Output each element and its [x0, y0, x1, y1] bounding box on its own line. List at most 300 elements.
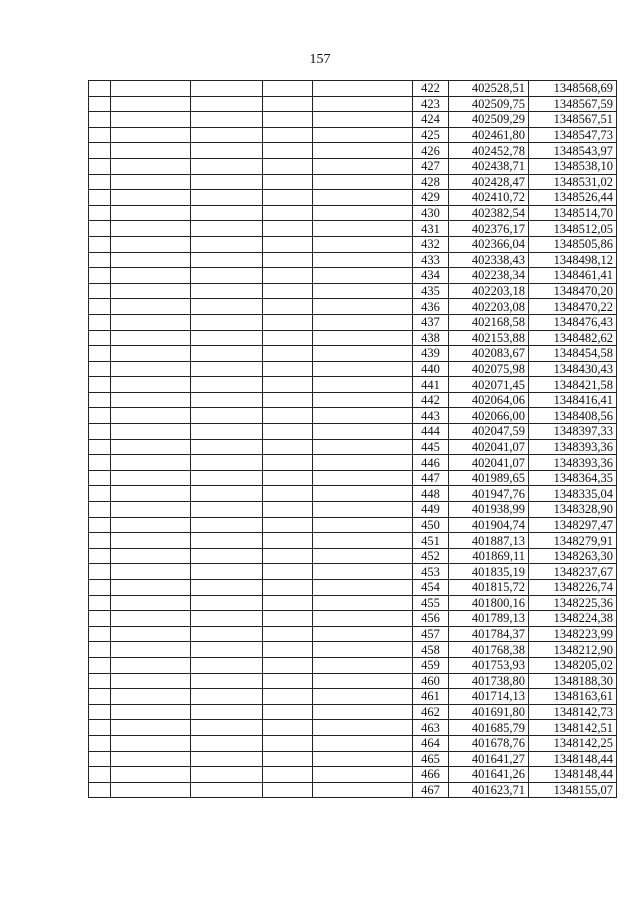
point-number-cell: 444: [413, 424, 449, 440]
empty-cell: [313, 158, 413, 174]
empty-cell: [89, 657, 111, 673]
empty-cell: [313, 190, 413, 206]
table-row: [89, 720, 617, 736]
table-row: [89, 236, 617, 252]
table-row: [89, 408, 617, 424]
empty-cell: [263, 112, 313, 128]
point-number-cell: 456: [413, 611, 449, 627]
empty-cell: [263, 735, 313, 751]
empty-cell: [313, 548, 413, 564]
table-row: [89, 767, 617, 783]
point-number-cell: 453: [413, 564, 449, 580]
table-row: [89, 580, 617, 596]
point-number-cell: 447: [413, 470, 449, 486]
empty-cell: [313, 689, 413, 705]
table-row: [89, 486, 617, 502]
point-number-cell: 452: [413, 548, 449, 564]
x-coordinate-cell: 401685,79: [449, 720, 529, 736]
empty-cell: [263, 268, 313, 284]
coordinates-table: [88, 80, 617, 798]
point-number-cell: 451: [413, 533, 449, 549]
y-coordinate-cell: 1348476,43: [529, 314, 617, 330]
empty-cell: [313, 751, 413, 767]
empty-cell: [191, 689, 263, 705]
x-coordinate-cell: 401753,93: [449, 657, 529, 673]
empty-cell: [89, 143, 111, 159]
y-coordinate-cell: 1348547,73: [529, 127, 617, 143]
x-coordinate-cell: 402047,59: [449, 424, 529, 440]
empty-cell: [263, 704, 313, 720]
empty-cell: [313, 673, 413, 689]
table-row: [89, 424, 617, 440]
x-coordinate-cell: 401738,80: [449, 673, 529, 689]
empty-cell: [313, 502, 413, 518]
empty-cell: [89, 314, 111, 330]
y-coordinate-cell: 1348568,69: [529, 81, 617, 97]
empty-cell: [89, 533, 111, 549]
empty-cell: [263, 392, 313, 408]
empty-cell: [111, 439, 191, 455]
point-number-cell: 467: [413, 782, 449, 798]
point-number-cell: 445: [413, 439, 449, 455]
empty-cell: [313, 517, 413, 533]
empty-cell: [313, 735, 413, 751]
point-number-cell: 448: [413, 486, 449, 502]
empty-cell: [89, 564, 111, 580]
empty-cell: [111, 689, 191, 705]
empty-cell: [111, 533, 191, 549]
empty-cell: [89, 299, 111, 315]
y-coordinate-cell: 1348454,58: [529, 346, 617, 362]
empty-cell: [263, 377, 313, 393]
empty-cell: [191, 502, 263, 518]
empty-cell: [313, 96, 413, 112]
empty-cell: [263, 486, 313, 502]
point-number-cell: 425: [413, 127, 449, 143]
empty-cell: [313, 377, 413, 393]
empty-cell: [191, 580, 263, 596]
x-coordinate-cell: 402071,45: [449, 377, 529, 393]
y-coordinate-cell: 1348225,36: [529, 595, 617, 611]
y-coordinate-cell: 1348226,74: [529, 580, 617, 596]
x-coordinate-cell: 402382,54: [449, 205, 529, 221]
empty-cell: [263, 517, 313, 533]
table-row: [89, 127, 617, 143]
point-number-cell: 454: [413, 580, 449, 596]
x-coordinate-cell: 402041,07: [449, 439, 529, 455]
empty-cell: [111, 236, 191, 252]
x-coordinate-cell: 401947,76: [449, 486, 529, 502]
empty-cell: [263, 767, 313, 783]
empty-cell: [191, 392, 263, 408]
empty-cell: [313, 470, 413, 486]
y-coordinate-cell: 1348461,41: [529, 268, 617, 284]
empty-cell: [89, 502, 111, 518]
empty-cell: [89, 190, 111, 206]
table-row: [89, 314, 617, 330]
x-coordinate-cell: 401989,65: [449, 470, 529, 486]
empty-cell: [263, 673, 313, 689]
table-row: [89, 361, 617, 377]
table-row: [89, 377, 617, 393]
x-coordinate-cell: 402203,08: [449, 299, 529, 315]
y-coordinate-cell: 1348205,02: [529, 657, 617, 673]
empty-cell: [111, 720, 191, 736]
empty-cell: [89, 96, 111, 112]
point-number-cell: 465: [413, 751, 449, 767]
point-number-cell: 458: [413, 642, 449, 658]
empty-cell: [313, 657, 413, 673]
empty-cell: [89, 361, 111, 377]
y-coordinate-cell: 1348482,62: [529, 330, 617, 346]
point-number-cell: 466: [413, 767, 449, 783]
empty-cell: [313, 205, 413, 221]
empty-cell: [313, 704, 413, 720]
x-coordinate-cell: 401869,11: [449, 548, 529, 564]
empty-cell: [111, 299, 191, 315]
empty-cell: [263, 236, 313, 252]
empty-cell: [111, 657, 191, 673]
empty-cell: [191, 190, 263, 206]
y-coordinate-cell: 1348297,47: [529, 517, 617, 533]
y-coordinate-cell: 1348498,12: [529, 252, 617, 268]
empty-cell: [111, 517, 191, 533]
empty-cell: [191, 486, 263, 502]
x-coordinate-cell: 401938,99: [449, 502, 529, 518]
y-coordinate-cell: 1348188,30: [529, 673, 617, 689]
x-coordinate-cell: 402075,98: [449, 361, 529, 377]
point-number-cell: 437: [413, 314, 449, 330]
empty-cell: [313, 143, 413, 159]
empty-cell: [191, 96, 263, 112]
x-coordinate-cell: 402509,75: [449, 96, 529, 112]
empty-cell: [111, 564, 191, 580]
y-coordinate-cell: 1348538,10: [529, 158, 617, 174]
empty-cell: [313, 767, 413, 783]
y-coordinate-cell: 1348505,86: [529, 236, 617, 252]
empty-cell: [111, 470, 191, 486]
empty-cell: [191, 735, 263, 751]
empty-cell: [111, 611, 191, 627]
empty-cell: [111, 626, 191, 642]
x-coordinate-cell: 402452,78: [449, 143, 529, 159]
coordinates-table-body: [89, 81, 617, 798]
empty-cell: [191, 174, 263, 190]
empty-cell: [111, 314, 191, 330]
y-coordinate-cell: 1348421,58: [529, 377, 617, 393]
empty-cell: [191, 564, 263, 580]
y-coordinate-cell: 1348393,36: [529, 455, 617, 471]
empty-cell: [263, 299, 313, 315]
empty-cell: [191, 657, 263, 673]
empty-cell: [263, 158, 313, 174]
point-number-cell: 463: [413, 720, 449, 736]
empty-cell: [111, 673, 191, 689]
empty-cell: [263, 470, 313, 486]
empty-cell: [313, 330, 413, 346]
empty-cell: [89, 424, 111, 440]
table-row: [89, 689, 617, 705]
y-coordinate-cell: 1348142,73: [529, 704, 617, 720]
empty-cell: [89, 81, 111, 97]
point-number-cell: 426: [413, 143, 449, 159]
empty-cell: [89, 112, 111, 128]
empty-cell: [191, 330, 263, 346]
table-row: [89, 190, 617, 206]
empty-cell: [263, 720, 313, 736]
x-coordinate-cell: 402428,47: [449, 174, 529, 190]
empty-cell: [191, 205, 263, 221]
empty-cell: [89, 548, 111, 564]
empty-cell: [111, 548, 191, 564]
y-coordinate-cell: 1348470,22: [529, 299, 617, 315]
empty-cell: [263, 533, 313, 549]
empty-cell: [111, 221, 191, 237]
x-coordinate-cell: 402509,29: [449, 112, 529, 128]
empty-cell: [313, 112, 413, 128]
y-coordinate-cell: 1348567,51: [529, 112, 617, 128]
empty-cell: [191, 704, 263, 720]
empty-cell: [191, 517, 263, 533]
empty-cell: [313, 314, 413, 330]
point-number-cell: 429: [413, 190, 449, 206]
empty-cell: [191, 236, 263, 252]
table-row: [89, 564, 617, 580]
empty-cell: [263, 283, 313, 299]
empty-cell: [89, 236, 111, 252]
empty-cell: [89, 767, 111, 783]
empty-cell: [111, 143, 191, 159]
empty-cell: [313, 720, 413, 736]
empty-cell: [313, 564, 413, 580]
point-number-cell: 434: [413, 268, 449, 284]
empty-cell: [89, 751, 111, 767]
empty-cell: [111, 424, 191, 440]
x-coordinate-cell: 401678,76: [449, 735, 529, 751]
empty-cell: [313, 611, 413, 627]
y-coordinate-cell: 1348142,25: [529, 735, 617, 751]
table-row: [89, 299, 617, 315]
table-row: [89, 751, 617, 767]
empty-cell: [191, 143, 263, 159]
empty-cell: [263, 408, 313, 424]
y-coordinate-cell: 1348531,02: [529, 174, 617, 190]
empty-cell: [263, 143, 313, 159]
empty-cell: [191, 81, 263, 97]
point-number-cell: 438: [413, 330, 449, 346]
point-number-cell: 442: [413, 392, 449, 408]
point-number-cell: 424: [413, 112, 449, 128]
empty-cell: [111, 361, 191, 377]
empty-cell: [191, 548, 263, 564]
empty-cell: [263, 346, 313, 362]
x-coordinate-cell: 401714,13: [449, 689, 529, 705]
empty-cell: [111, 502, 191, 518]
empty-cell: [263, 580, 313, 596]
table-row: [89, 470, 617, 486]
table-row: [89, 252, 617, 268]
x-coordinate-cell: 402203,18: [449, 283, 529, 299]
empty-cell: [191, 626, 263, 642]
empty-cell: [111, 704, 191, 720]
empty-cell: [89, 642, 111, 658]
y-coordinate-cell: 1348263,30: [529, 548, 617, 564]
empty-cell: [111, 268, 191, 284]
table-row: [89, 330, 617, 346]
empty-cell: [263, 439, 313, 455]
empty-cell: [111, 330, 191, 346]
empty-cell: [89, 517, 111, 533]
point-number-cell: 443: [413, 408, 449, 424]
empty-cell: [263, 205, 313, 221]
empty-cell: [313, 268, 413, 284]
x-coordinate-cell: 402238,34: [449, 268, 529, 284]
empty-cell: [111, 392, 191, 408]
empty-cell: [89, 408, 111, 424]
x-coordinate-cell: 402041,07: [449, 455, 529, 471]
empty-cell: [89, 252, 111, 268]
empty-cell: [191, 408, 263, 424]
empty-cell: [191, 424, 263, 440]
empty-cell: [191, 673, 263, 689]
empty-cell: [263, 502, 313, 518]
point-number-cell: 457: [413, 626, 449, 642]
empty-cell: [111, 174, 191, 190]
empty-cell: [89, 392, 111, 408]
empty-cell: [89, 158, 111, 174]
point-number-cell: 446: [413, 455, 449, 471]
empty-cell: [263, 626, 313, 642]
empty-cell: [263, 81, 313, 97]
y-coordinate-cell: 1348543,97: [529, 143, 617, 159]
y-coordinate-cell: 1348328,90: [529, 502, 617, 518]
empty-cell: [263, 127, 313, 143]
x-coordinate-cell: 401768,38: [449, 642, 529, 658]
point-number-cell: 450: [413, 517, 449, 533]
empty-cell: [191, 439, 263, 455]
point-number-cell: 427: [413, 158, 449, 174]
empty-cell: [89, 283, 111, 299]
empty-cell: [89, 330, 111, 346]
empty-cell: [313, 486, 413, 502]
x-coordinate-cell: 402168,58: [449, 314, 529, 330]
empty-cell: [111, 735, 191, 751]
empty-cell: [89, 268, 111, 284]
empty-cell: [313, 595, 413, 611]
empty-cell: [191, 299, 263, 315]
empty-cell: [89, 611, 111, 627]
empty-cell: [89, 205, 111, 221]
empty-cell: [263, 751, 313, 767]
y-coordinate-cell: 1348393,36: [529, 439, 617, 455]
table-row: [89, 782, 617, 798]
empty-cell: [313, 580, 413, 596]
y-coordinate-cell: 1348142,51: [529, 720, 617, 736]
empty-cell: [89, 595, 111, 611]
empty-cell: [313, 81, 413, 97]
x-coordinate-cell: 402338,43: [449, 252, 529, 268]
empty-cell: [191, 611, 263, 627]
point-number-cell: 439: [413, 346, 449, 362]
empty-cell: [191, 158, 263, 174]
y-coordinate-cell: 1348335,04: [529, 486, 617, 502]
x-coordinate-cell: 402064,06: [449, 392, 529, 408]
empty-cell: [111, 642, 191, 658]
empty-cell: [313, 236, 413, 252]
empty-cell: [89, 127, 111, 143]
point-number-cell: 436: [413, 299, 449, 315]
table-row: [89, 548, 617, 564]
empty-cell: [191, 470, 263, 486]
y-coordinate-cell: 1348148,44: [529, 767, 617, 783]
empty-cell: [111, 127, 191, 143]
x-coordinate-cell: 402083,67: [449, 346, 529, 362]
empty-cell: [313, 299, 413, 315]
y-coordinate-cell: 1348470,20: [529, 283, 617, 299]
table-row: [89, 735, 617, 751]
table-row: [89, 517, 617, 533]
empty-cell: [263, 642, 313, 658]
empty-cell: [191, 314, 263, 330]
empty-cell: [191, 642, 263, 658]
point-number-cell: 462: [413, 704, 449, 720]
empty-cell: [89, 221, 111, 237]
table-row: [89, 143, 617, 159]
point-number-cell: 432: [413, 236, 449, 252]
empty-cell: [313, 533, 413, 549]
empty-cell: [111, 346, 191, 362]
empty-cell: [313, 455, 413, 471]
y-coordinate-cell: 1348416,41: [529, 392, 617, 408]
y-coordinate-cell: 1348237,67: [529, 564, 617, 580]
point-number-cell: 423: [413, 96, 449, 112]
empty-cell: [111, 96, 191, 112]
table-row: [89, 595, 617, 611]
table-row: [89, 455, 617, 471]
empty-cell: [111, 112, 191, 128]
empty-cell: [111, 205, 191, 221]
empty-cell: [263, 96, 313, 112]
empty-cell: [313, 361, 413, 377]
table-row: [89, 346, 617, 362]
empty-cell: [263, 314, 313, 330]
table-row: [89, 626, 617, 642]
table-row: [89, 657, 617, 673]
empty-cell: [263, 564, 313, 580]
empty-cell: [313, 127, 413, 143]
table-row: [89, 112, 617, 128]
empty-cell: [263, 782, 313, 798]
table-row: [89, 439, 617, 455]
empty-cell: [313, 221, 413, 237]
empty-cell: [89, 580, 111, 596]
empty-cell: [313, 346, 413, 362]
empty-cell: [111, 595, 191, 611]
table-row: [89, 642, 617, 658]
empty-cell: [111, 486, 191, 502]
empty-cell: [111, 158, 191, 174]
table-row: [89, 502, 617, 518]
y-coordinate-cell: 1348279,91: [529, 533, 617, 549]
x-coordinate-cell: 401887,13: [449, 533, 529, 549]
empty-cell: [313, 408, 413, 424]
empty-cell: [313, 424, 413, 440]
x-coordinate-cell: 401784,37: [449, 626, 529, 642]
y-coordinate-cell: 1348408,56: [529, 408, 617, 424]
y-coordinate-cell: 1348155,07: [529, 782, 617, 798]
y-coordinate-cell: 1348397,33: [529, 424, 617, 440]
empty-cell: [263, 595, 313, 611]
